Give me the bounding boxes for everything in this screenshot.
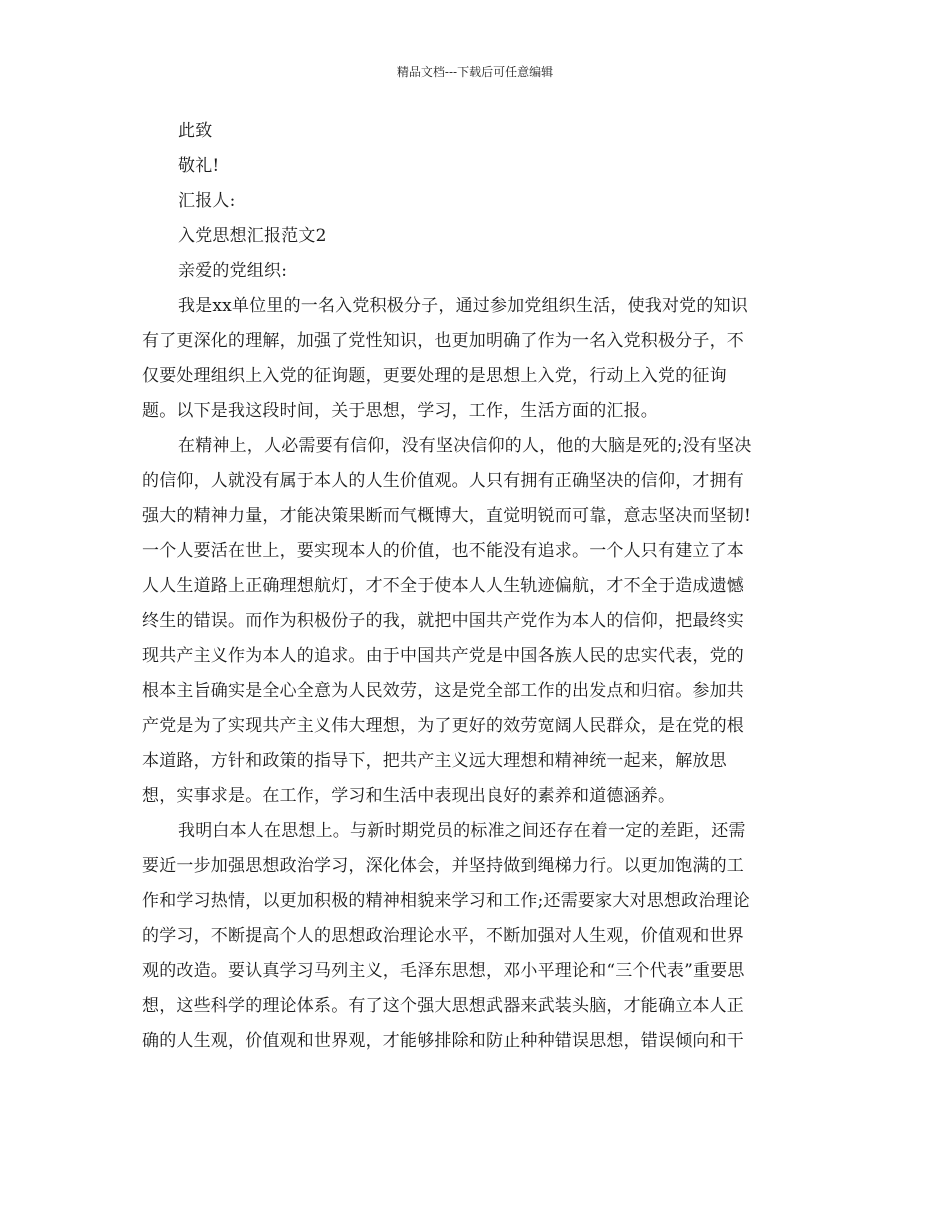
page-header: 精品文档---下载后可任意编辑	[396, 65, 554, 79]
closing-line: 此致	[178, 121, 213, 141]
paragraph-line: 我明白本人在思想上。与新时期党员的标准之间还存在着一定的差距，还需	[178, 821, 746, 841]
document-body	[142, 114, 802, 1059]
paragraph-line: 想，这些科学的理论体系。有了这个强大思想武器来武装头脑，才能确立本人正	[142, 996, 744, 1016]
paragraph-line: 作和学习热情，以更加积极的精神相貌来学习和工作;还需要家大对思想政治理论	[142, 891, 750, 911]
paragraph-line: 在精神上，人必需要有信仰，没有坚决信仰的人，他的大脑是死的;没有坚决	[178, 436, 752, 456]
paragraph-line: 我是xx单位里的一名入党积极分子，通过参加党组织生活，使我对党的知识	[178, 296, 748, 316]
reporter-line: 汇报人:	[178, 191, 236, 211]
paragraph-line: 人人生道路上正确理想航灯，才不全于使本人人生轨迹偏航，才不全于造成遗憾	[142, 576, 744, 596]
paragraph-line: 仅要处理组织上入党的征询题，更要处理的是思想上入党，行动上入党的征询	[142, 366, 727, 386]
paragraph-line: 确的人生观，价值观和世界观，才能够排除和防止种种错误思想，错误倾向和干	[142, 1031, 744, 1051]
paragraph-line: 有了更深化的理解，加强了党性知识，也更加明确了作为一名入党积极分子，不	[142, 331, 744, 351]
paragraph-line: 一个人要活在世上，要实现本人的价值，也不能没有追求。一个人只有建立了本	[142, 541, 744, 561]
salutation-line: 敬礼!	[178, 156, 220, 176]
paragraph-line: 要近一步加强思想政治学习，深化体会，并坚持做到绳梯力行。以更加饱满的工	[142, 856, 744, 876]
paragraph-line: 观的改造。要认真学习马列主义，毛泽东思想，邓小平理论和“三个代表”重要思	[142, 961, 745, 981]
paragraph-line: 的学习，不断提高个人的思想政治理论水平，不断加强对人生观，价值观和世界	[142, 926, 744, 946]
paragraph-line: 产党是为了实现共产主义伟大理想，为了更好的效劳宽阔人民群众，是在党的根	[142, 716, 744, 736]
paragraph-line: 根本主旨确实是全心全意为人民效劳，这是党全部工作的出发点和归宿。参加共	[142, 681, 744, 701]
paragraph-line: 强大的精神力量，才能决策果断而气概博大，直觉明锐而可靠，意志坚决而坚韧!	[142, 506, 752, 526]
paragraph-line: 本道路，方针和政策的指导下，把共产主义远大理想和精神统一起来，解放思	[142, 751, 727, 771]
section-title: 入党思想汇报范文2	[178, 226, 327, 246]
paragraph-line: 的信仰，人就没有属于本人的人生价值观。人只有拥有正确坚决的信仰，才拥有	[142, 471, 744, 491]
paragraph-line: 题。以下是我这段时间，关于思想，学习，工作，生活方面的汇报。	[142, 401, 658, 421]
paragraph-line: 现共产主义作为本人的追求。由于中国共产党是中国各族人民的忠实代表，党的	[142, 646, 744, 666]
paragraph-line: 想，实事求是。在工作，学习和生活中表现出良好的素养和道德涵养。	[142, 786, 676, 806]
paragraph-line: 终生的错误。而作为积极份子的我，就把中国共产党作为本人的信仰，把最终实	[142, 611, 744, 631]
greeting-line: 亲爱的党组织:	[178, 261, 288, 281]
